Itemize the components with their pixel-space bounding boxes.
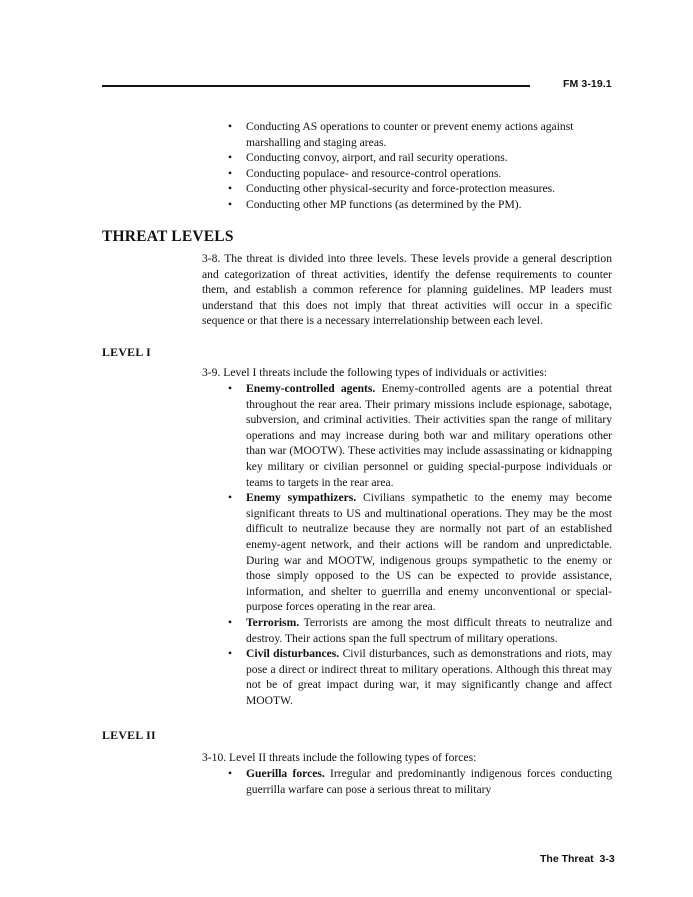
footer-page-label: The Threat 3-3	[540, 853, 615, 865]
list-item	[228, 381, 612, 490]
term-enemy-controlled-agents: Enemy-controlled agents.	[246, 382, 376, 395]
list-item-text: Conducting AS operations to counter or prevent enemy actions against marshalling and staging areas.	[246, 120, 574, 149]
list-item	[228, 766, 612, 797]
list-item-text: Conducting other physical-security and force-protection measures.	[246, 182, 556, 196]
list-item	[228, 197, 612, 213]
list-item	[228, 166, 612, 182]
term-description: Civilians sympathetic to the enemy may become significant threats to US and multinational operations. They may be the most difficult to neutralize because they are normally not part of an established enemy-agent network, and their actions will be random and unpredictable. During war and MOOTW, indigenous groups sympathetic to the enemy or those simply opposed to the US can be expected to provide assistance, information, and shelter to guerrilla and enemy unconventional or special-purpose forces operating in the rear area.	[246, 491, 612, 614]
list-item	[228, 119, 612, 150]
paragraph-3-10: 3-10. Level II threats include the following types of forces:	[202, 751, 477, 764]
list-item	[228, 646, 612, 708]
bullet-icon: •	[228, 382, 233, 395]
bullet-icon: •	[228, 166, 233, 180]
list-item-text: Conducting convoy, airport, and rail security operations.	[246, 151, 508, 165]
term-description: Irregular and predominantly indigenous forces conducting guerrilla warfare can pose a serious threat to military	[246, 767, 612, 796]
paragraph-3-8: 3-8. The threat is divided into three levels. These levels provide a general description and categorization of threat activities, identify the defense requirements to counter them, and establish a common reference for planning guidelines. MP leaders must understand that this does not imply that threat activities will occur in a specific sequence or that there is a necessary interrelationship between each level.	[202, 252, 612, 328]
term-civil-disturbances: Civil disturbances.	[246, 647, 340, 661]
bullet-icon: •	[228, 767, 233, 780]
header-manual-number: FM 3-19.1	[563, 78, 612, 90]
bullet-icon: •	[228, 491, 233, 505]
subheading-level-1: LEVEL I	[102, 345, 151, 359]
list-item	[228, 181, 612, 197]
header-rule	[102, 85, 530, 87]
bullet-icon: •	[228, 647, 233, 661]
intro-bullet-list	[228, 119, 612, 213]
list-item	[228, 150, 612, 166]
term-description: Enemy-controlled agents are a potential threat throughout the rear area. Their primary missions include espionage, sabotage, subversion, and criminal activities. Their activities span the range of military operations and may increase during both war and military operations other than war (MOOTW). These activities may include assassinating or kidnapping key military or civilian personnel or guiding special-purpose individuals or teams to targets in the rear area.	[246, 382, 612, 489]
bullet-icon: •	[228, 615, 233, 629]
level-2-threat-list	[228, 766, 612, 797]
term-description: Civil disturbances, such as demonstrations and riots, may pose a direct or indirect threat to military operations. Although this threat may not be of great impact during war, it may significantly change and affect MOOTW.	[246, 647, 612, 707]
level-1-threat-list	[228, 381, 612, 708]
bullet-icon: •	[228, 151, 233, 165]
list-item-text: Conducting other MP functions (as determined by the PM).	[246, 197, 522, 211]
list-item-text: Conducting populace- and resource-control operations.	[246, 166, 502, 180]
list-item	[228, 490, 612, 615]
term-description: Terrorists are among the most difficult threats to neutralize and destroy. Their actions span the full spectrum of military operations.	[246, 615, 612, 645]
term-guerilla-forces: Guerilla forces.	[246, 767, 325, 780]
subheading-level-2: LEVEL II	[102, 728, 156, 742]
bullet-icon: •	[228, 182, 233, 196]
bullet-icon: •	[228, 197, 233, 211]
term-terrorism: Terrorism.	[246, 615, 300, 629]
section-heading-threat-levels: THREAT LEVELS	[102, 228, 234, 245]
paragraph-3-9: 3-9. Level I threats include the following types of individuals or activities:	[202, 366, 548, 379]
term-enemy-sympathizers: Enemy sympathizers.	[246, 491, 357, 505]
list-item	[228, 615, 612, 646]
bullet-icon: •	[228, 120, 233, 133]
